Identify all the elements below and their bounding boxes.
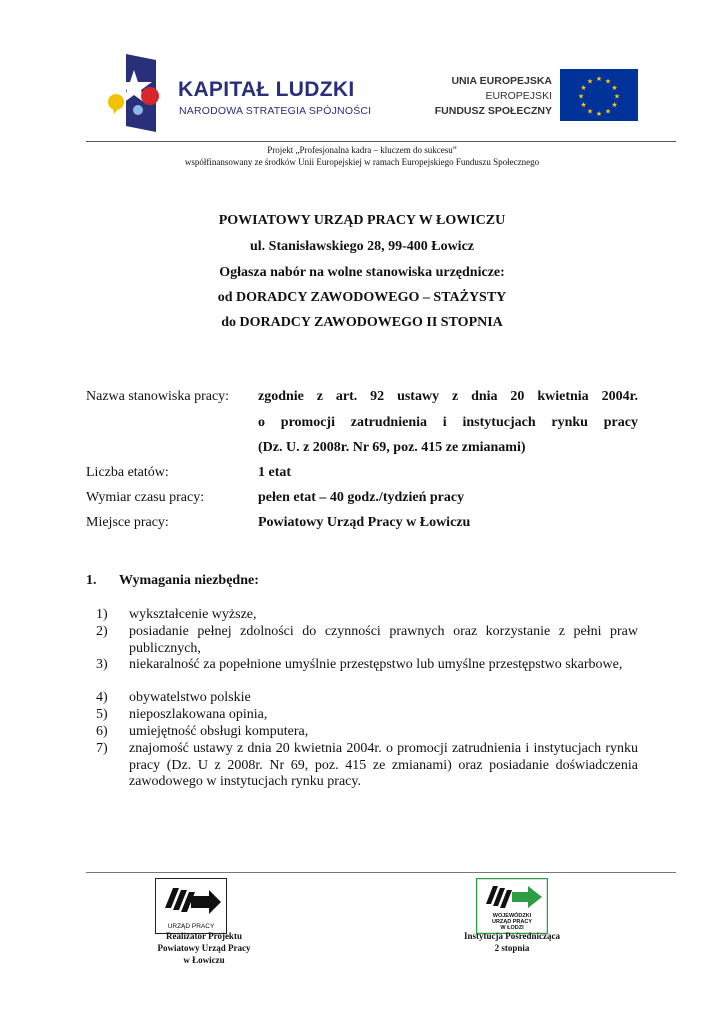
realizer-caption-line-1: Realizator Projektu	[166, 931, 242, 941]
eu-flag-icon	[560, 69, 638, 121]
list-item	[96, 724, 638, 741]
place-label: Miejsce pracy:	[86, 515, 169, 530]
requirements-heading	[86, 573, 259, 589]
wup-logo-text-3: W ŁODZI	[500, 925, 524, 931]
svg-text:★: ★	[595, 75, 603, 83]
kapital-ludzki-logo	[108, 52, 372, 134]
realizer-caption-line-2: Powiatowy Urząd Pracy	[157, 943, 251, 953]
svg-text:★: ★	[604, 107, 612, 116]
list-item-number: 2)	[96, 624, 108, 639]
position-value-line-2: o promocji zatrudnienia i instytucjach rynku pracy	[258, 415, 638, 430]
list-item-text: nieposzlakowana opinia,	[129, 707, 268, 722]
section-number: 1.	[86, 573, 97, 588]
project-name: Projekt „Profesjonalna kadra – kluczem do sukcesu”	[267, 145, 457, 155]
project-realizer-caption	[130, 930, 278, 966]
etat-value: 1 etat	[258, 465, 292, 480]
list-item-text: obywatelstwo polskie	[129, 690, 251, 705]
urzad-pracy-logo-icon	[155, 878, 227, 934]
intermediary-caption-line-2: 2 stopnia	[494, 943, 530, 953]
time-label: Wymiar czasu pracy:	[86, 490, 205, 505]
svg-text:★: ★	[580, 101, 587, 109]
footer-divider	[86, 872, 676, 873]
svg-text:★: ★	[586, 107, 594, 116]
list-item	[96, 607, 638, 624]
place-value: Powiatowy Urząd Pracy w Łowiczu	[258, 515, 471, 530]
svg-text:★: ★	[611, 84, 618, 92]
list-item	[96, 690, 638, 707]
list-item-number: 7)	[96, 741, 108, 756]
kapital-ludzki-subtitle: NARODOWA STRATEGIA SPÓJNOŚCI	[179, 105, 372, 117]
urzad-pracy-logo-text: URZĄD PRACY	[167, 923, 215, 930]
eu-line-3: FUNDUSZ SPOŁECZNY	[434, 105, 552, 117]
position-value-line-1: zgodnie z art. 92 ustawy z dnia 20 kwietnia 2004r.	[258, 389, 638, 404]
list-item	[96, 657, 638, 674]
list-item-number: 3)	[96, 657, 108, 672]
list-item-text: niekaralność za popełnione umyślnie przestępstwo lub umyślne przestępstwo skarbowe,	[129, 657, 623, 672]
list-item-number: 5)	[96, 707, 108, 722]
svg-text:★: ★	[611, 101, 618, 109]
list-item-number: 1)	[96, 607, 108, 622]
svg-text:★: ★	[595, 110, 603, 118]
list-item	[96, 741, 638, 791]
list-item-text: posiadanie pełnej zdolności do czynności prawnych oraz korzystanie z pełni praw publicznych,	[129, 624, 638, 656]
header-divider	[86, 141, 676, 142]
time-value: pełen etat – 40 godz./tydzień pracy	[258, 490, 465, 505]
wup-lodz-logo-icon	[476, 878, 548, 934]
section-title: Wymagania niezbędne:	[119, 573, 259, 588]
list-item-text: znajomość ustawy z dnia 20 kwietnia 2004r. o promocji zatrudnienia i instytucjach rynku pracy (Dz. U z 2008r. Nr 69, poz. 415 ze zmianami) oraz posiadanie doświadczenia zawodowego w instytucjach rynku pracy.	[129, 741, 638, 789]
wup-logo-text-1: WOJEWÓDZKI	[492, 913, 532, 919]
office-address: ul. Stanisławskiego 28, 99-400 Łowicz	[249, 239, 474, 254]
svg-text:★: ★	[577, 92, 585, 101]
project-funding: współfinansowany ze środków Unii Europejskiej w ramach Europejskiego Funduszu Społecznego	[184, 157, 540, 167]
position-to: do DORADCY ZAWODOWEGO II STOPNIA	[221, 315, 503, 330]
svg-text:★: ★	[586, 77, 594, 86]
announcement: Ogłasza nabór na wolne stanowiska urzędnicze:	[219, 265, 505, 280]
eu-line-2: EUROPEJSKI	[485, 90, 552, 102]
position-value-line-3: (Dz. U. z 2008r. Nr 69, poz. 415 ze zmianami)	[258, 440, 526, 455]
svg-text:★: ★	[604, 77, 612, 86]
kapital-ludzki-title: KAPITAŁ LUDZKI	[178, 78, 355, 101]
eu-line-1: UNIA EUROPEJSKA	[451, 75, 552, 87]
intermediary-caption	[438, 930, 586, 954]
eu-fund-text	[435, 74, 552, 119]
list-item-text: umiejętność obsługi komputera,	[129, 724, 309, 739]
svg-text:★: ★	[613, 92, 621, 101]
position-from: od DORADCY ZAWODOWEGO – STAŻYSTY	[217, 290, 507, 305]
list-item	[96, 624, 638, 657]
kapital-ludzki-emblem-icon	[108, 52, 170, 134]
intermediary-caption-line-1: Instytucja Pośrednicząca	[463, 931, 561, 941]
office-name: POWIATOWY URZĄD PRACY W ŁOWICZU	[218, 213, 506, 228]
list-item	[96, 707, 638, 724]
list-item-number: 4)	[96, 690, 108, 705]
wup-logo-text-2: URZĄD PRACY	[491, 919, 533, 925]
position-label: Nazwa stanowiska pracy:	[86, 389, 230, 404]
svg-text:★: ★	[580, 84, 587, 92]
list-item-text: wykształcenie wyższe,	[129, 607, 257, 622]
realizer-caption-line-3: w Łowiczu	[183, 955, 225, 965]
etat-label: Liczba etatów:	[86, 465, 169, 480]
list-item-number: 6)	[96, 724, 108, 739]
